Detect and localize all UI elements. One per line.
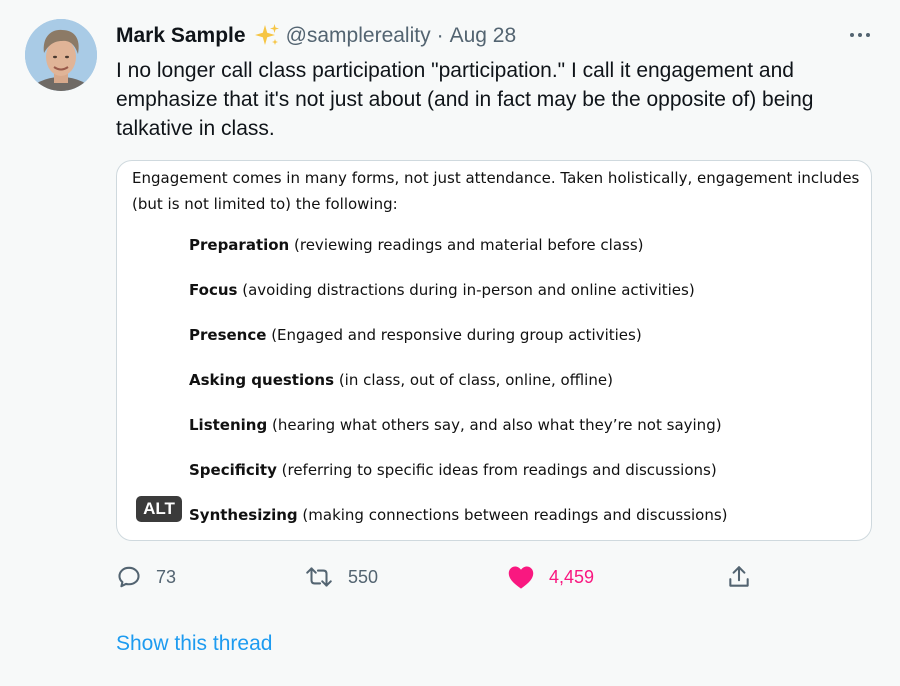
avatar[interactable] — [25, 19, 97, 91]
image-list-item — [189, 325, 642, 345]
like-count: 4,459 — [549, 566, 595, 587]
action-bar — [0, 560, 900, 596]
reply-icon — [116, 564, 142, 590]
image-list-item — [189, 505, 728, 525]
image-list-item — [189, 370, 613, 390]
item-description: (in class, out of class, online, offline) — [334, 371, 613, 389]
item-description: (reviewing readings and material before class) — [289, 236, 644, 254]
item-term: Focus — [189, 281, 238, 299]
separator-dot: · — [436, 24, 444, 47]
item-description: (avoiding distractions during in-person and online activities) — [237, 281, 695, 299]
item-term: Listening — [189, 416, 268, 434]
item-description: (hearing what others say, and also what they’re not saying) — [267, 416, 722, 434]
image-list-item — [189, 235, 644, 255]
like-button[interactable] — [507, 560, 594, 594]
heart-icon — [507, 564, 535, 590]
author-name[interactable]: Mark Sample — [116, 24, 246, 47]
author-handle[interactable]: @samplereality — [285, 24, 431, 47]
item-term: Presence — [189, 326, 267, 344]
avatar-image — [25, 19, 97, 91]
image-list-item — [189, 460, 717, 480]
item-description: (making connections between readings and discussions) — [297, 506, 728, 524]
image-list-item — [189, 280, 695, 300]
retweet-icon — [304, 564, 334, 590]
item-description: (Engaged and responsive during group activities) — [266, 326, 642, 344]
image-intro-text: Engagement comes in many forms, not just attendance. Taken holistically, engagement includes (but is not limited to) the following: — [132, 169, 860, 213]
item-term: Preparation — [189, 236, 290, 254]
retweet-button[interactable] — [304, 560, 378, 594]
tweet-header — [116, 22, 516, 50]
item-term: Synthesizing — [189, 506, 298, 524]
tweet-image[interactable] — [116, 160, 872, 541]
share-icon — [726, 564, 752, 590]
sparkles-icon — [254, 23, 280, 49]
item-term: Specificity — [189, 461, 277, 479]
tweet-text: I no longer call class participation "participation." I call it engagement and emphasize that it's not just about (and in fact may be the opposite of) being talkative in class. — [116, 59, 814, 140]
item-term: Asking questions — [189, 371, 335, 389]
share-button[interactable] — [726, 560, 752, 594]
alt-badge[interactable]: ALT — [136, 496, 182, 522]
show-thread-link[interactable]: Show this thread — [116, 632, 273, 655]
reply-button[interactable] — [116, 560, 176, 594]
retweet-count: 550 — [348, 566, 379, 587]
image-list-item — [189, 415, 722, 435]
item-description: (referring to specific ideas from readings and discussions) — [276, 461, 717, 479]
more-icon[interactable] — [846, 28, 874, 42]
reply-count: 73 — [156, 566, 177, 587]
tweet-date[interactable]: Aug 28 — [449, 24, 517, 47]
